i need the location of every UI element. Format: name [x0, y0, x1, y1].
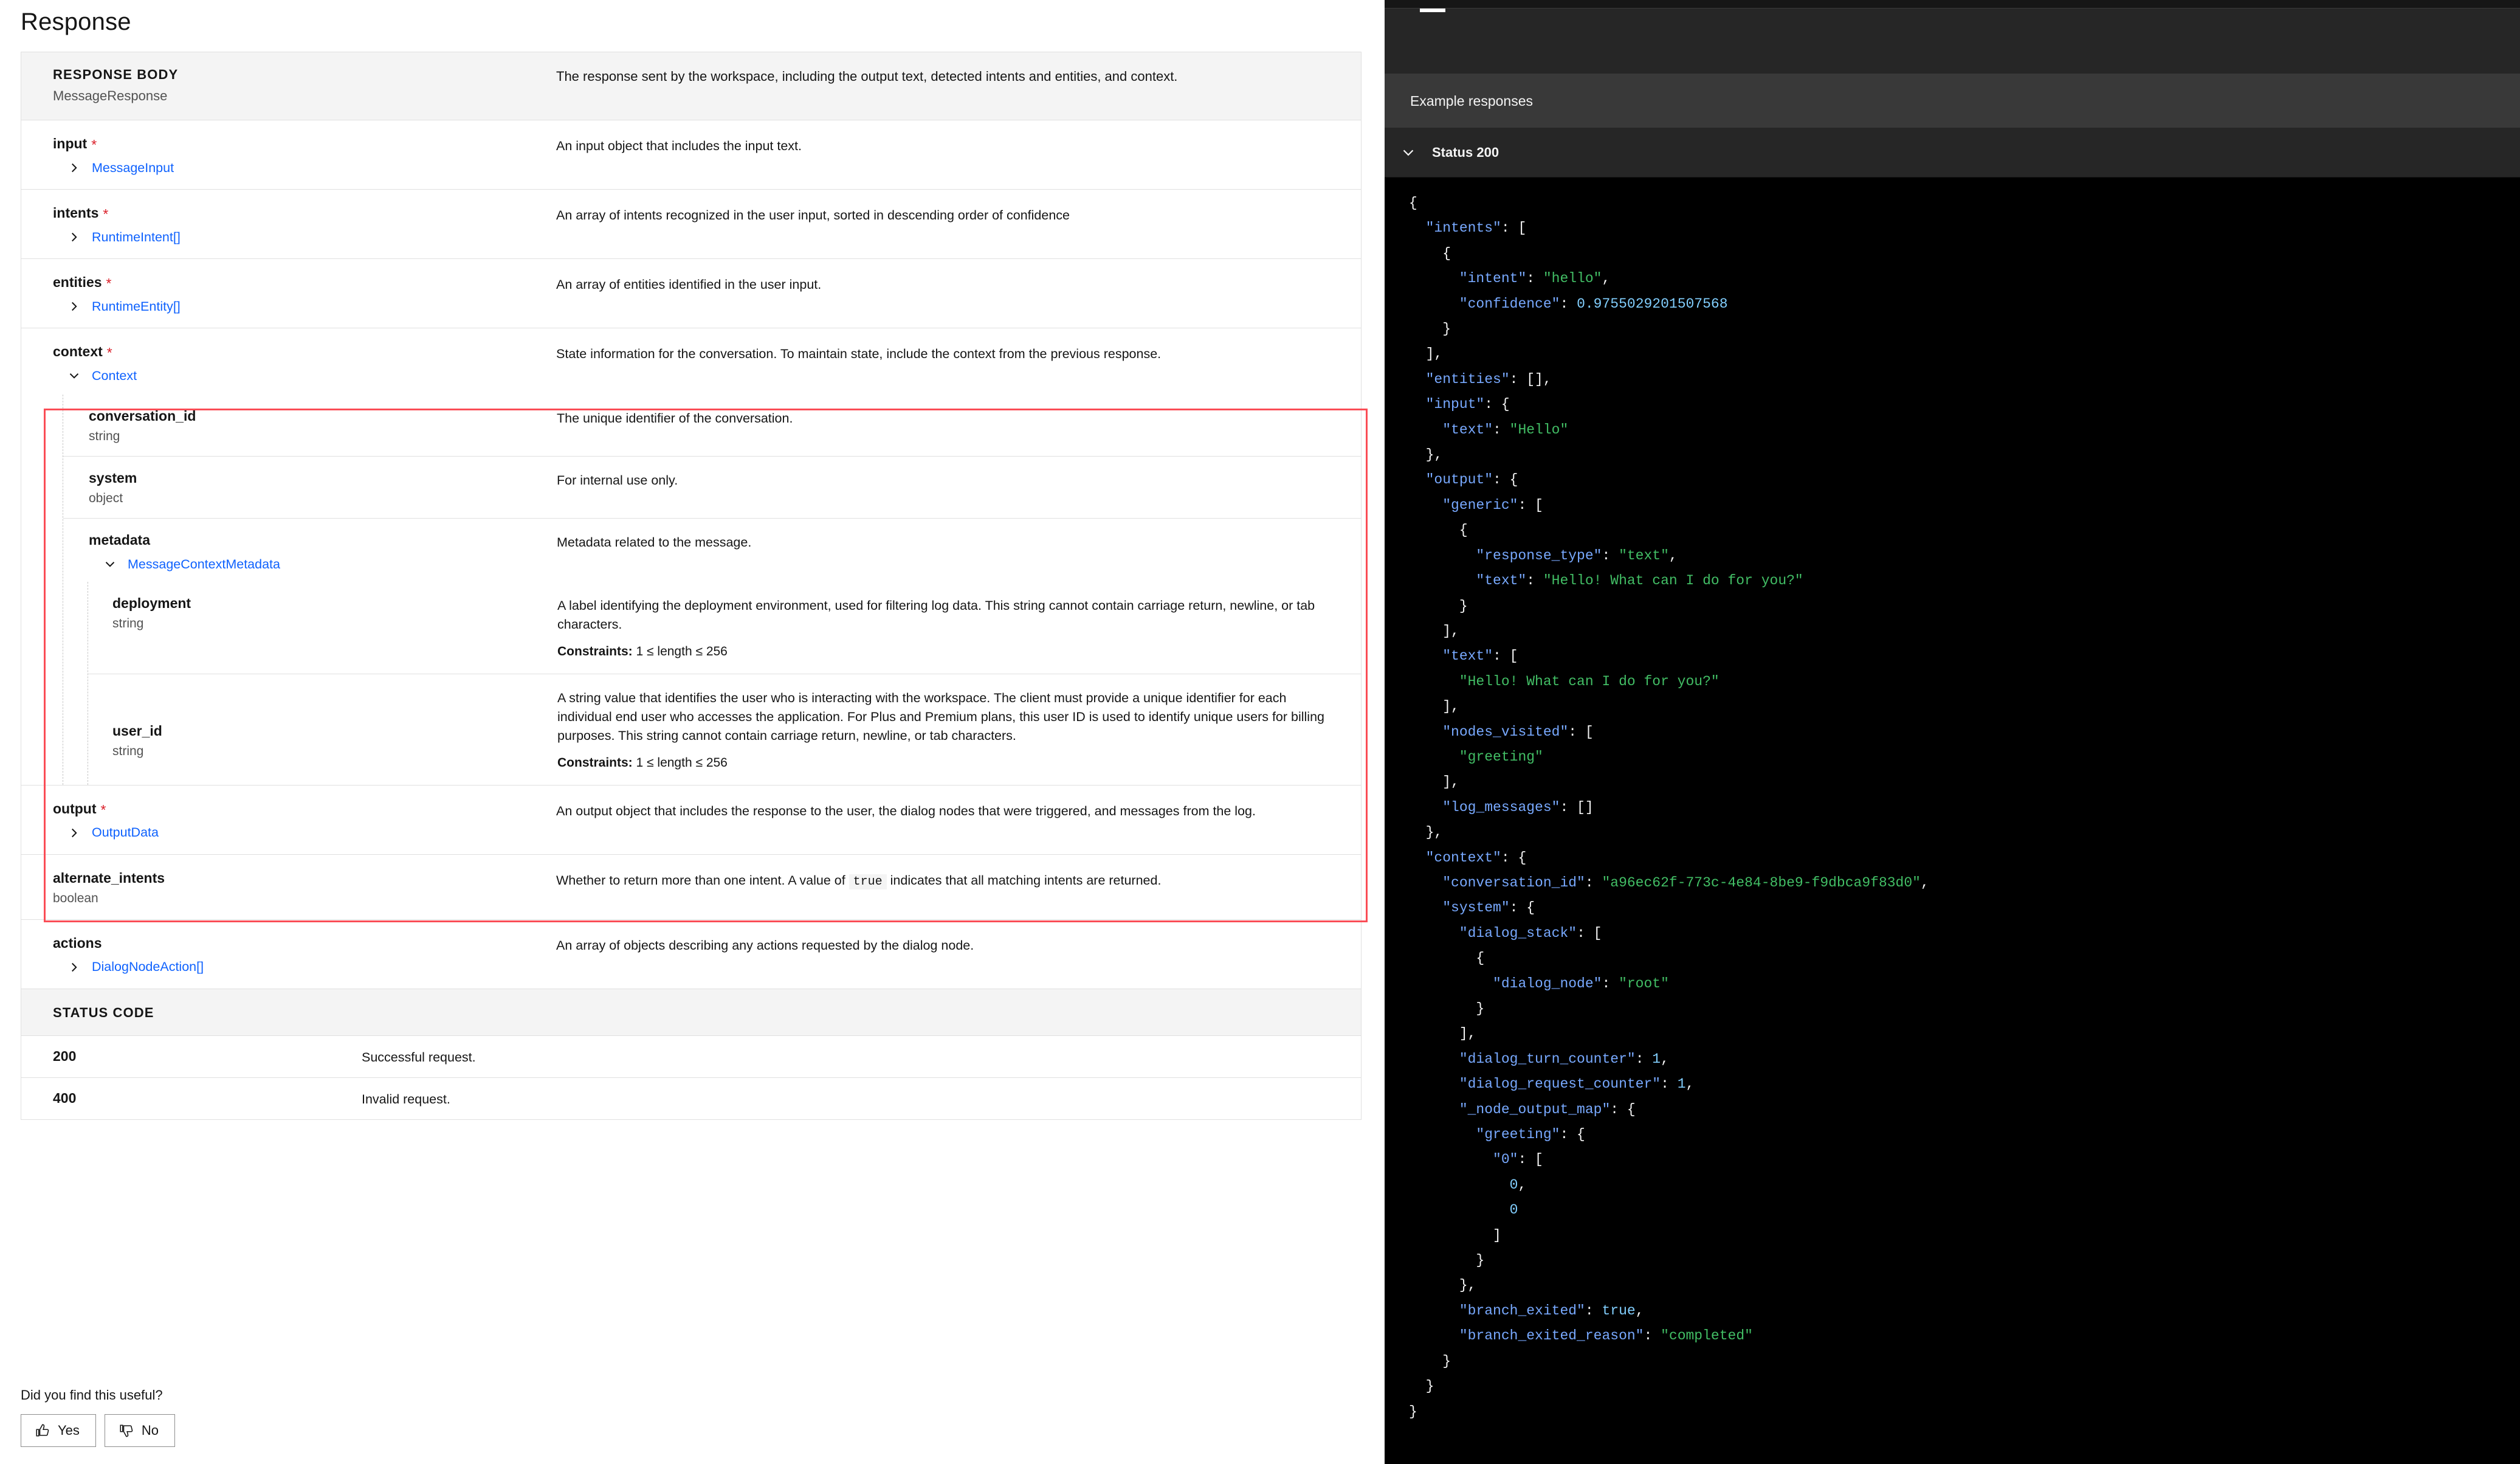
- property-name: conversation_id: [89, 408, 196, 424]
- property-name: context: [53, 344, 103, 359]
- table-row: [21, 259, 1361, 328]
- json-line: "greeting": [1459, 748, 1543, 765]
- status-code-description: Invalid request.: [362, 1091, 450, 1107]
- json-line: "system": {: [1442, 900, 1535, 916]
- table-row: [88, 582, 1361, 674]
- json-line: "text": "Hello": [1442, 421, 1569, 438]
- json-line: 0: [1509, 1202, 1518, 1218]
- property-name: output: [53, 800, 97, 817]
- json-line: }: [1442, 1353, 1451, 1369]
- constraints-value: 1 ≤ length ≤ 256: [636, 756, 728, 770]
- status-code-header: STATUS CODE: [21, 989, 1361, 1036]
- chevron-right-icon[interactable]: [66, 299, 82, 314]
- json-line: ],: [1442, 699, 1459, 715]
- json-line: },: [1425, 447, 1443, 463]
- property-description: An array of intents recognized in the user input, sorted in descending order of confidence: [556, 208, 1070, 223]
- type-link[interactable]: RuntimeIntent[]: [92, 229, 181, 244]
- table-row: [21, 786, 1361, 855]
- json-line: "0": [: [1493, 1152, 1543, 1168]
- thumbs-up-icon: [33, 1422, 50, 1439]
- feedback-bar: [0, 1374, 1385, 1464]
- json-line: }: [1425, 1378, 1434, 1395]
- json-line: "confidence": 0.9755029201507568: [1459, 295, 1728, 312]
- property-description: Metadata related to the message.: [557, 535, 752, 550]
- required-marker: *: [103, 206, 109, 222]
- json-line: ],: [1442, 774, 1459, 790]
- property-description: The unique identifier of the conversation.: [557, 411, 793, 426]
- chevron-down-icon[interactable]: [102, 556, 118, 572]
- example-responses-label: Example responses: [1385, 74, 2520, 128]
- property-description: [556, 870, 1361, 891]
- description-post: indicates that all matching intents are returned.: [886, 872, 1162, 888]
- json-line: "text": "Hello! What can I do for you?": [1476, 573, 1803, 589]
- property-name-cell: [21, 205, 556, 245]
- json-line: {: [1409, 195, 1417, 211]
- table-row-context: [21, 328, 1361, 786]
- property-description-cell: [557, 595, 1361, 661]
- table-row: [21, 190, 1361, 259]
- json-line: }: [1476, 1001, 1485, 1017]
- json-line: "nodes_visited": [: [1442, 723, 1594, 740]
- property-description-cell: [557, 688, 1361, 773]
- property-name: entities: [53, 274, 102, 290]
- json-line: "greeting": {: [1476, 1127, 1585, 1143]
- property-name: intents: [53, 205, 99, 221]
- feedback-question: Did you find this useful?: [21, 1387, 163, 1403]
- property-type: string: [112, 744, 144, 758]
- property-name-cell: [21, 136, 556, 176]
- table-row: [21, 920, 1361, 989]
- json-line: "log_messages": []: [1442, 799, 1594, 815]
- property-name: alternate_intents: [53, 869, 165, 886]
- property-description: For internal use only.: [557, 473, 678, 488]
- status-code-value: 400: [53, 1089, 77, 1106]
- property-name: user_id: [112, 722, 162, 739]
- json-line: "generic": [: [1442, 497, 1543, 513]
- json-line: "conversation_id": "a96ec62f-773c-4e84-8be9-f9dbca9f83d0",: [1442, 874, 1929, 891]
- json-line: {: [1442, 245, 1451, 261]
- response-body-label: RESPONSE BODY: [53, 67, 179, 82]
- property-description: An array of objects describing any actions requested by the dialog node.: [556, 937, 974, 953]
- json-line: "context": {: [1425, 849, 1527, 866]
- type-link[interactable]: RuntimeEntity[]: [92, 299, 181, 314]
- property-description: State information for the conversation. To maintain state, include the context from the previous response.: [556, 347, 1162, 361]
- panel-topbar: [1385, 0, 2520, 9]
- json-line: }: [1476, 1252, 1485, 1269]
- type-link[interactable]: DialogNodeAction[]: [92, 959, 204, 975]
- feedback-yes-button[interactable]: [21, 1414, 96, 1447]
- constraints-label: Constraints:: [557, 644, 633, 659]
- constraints-label: Constraints:: [557, 756, 633, 770]
- required-marker: *: [100, 801, 106, 818]
- json-line: "response_type": "text",: [1476, 547, 1678, 564]
- property-name-cell: [88, 688, 557, 759]
- panel-tabstrip[interactable]: [1385, 9, 2520, 74]
- feedback-yes-label: Yes: [58, 1423, 80, 1438]
- status-200-toggle[interactable]: [1385, 128, 2520, 178]
- property-name-cell: [63, 532, 557, 572]
- property-name: system: [89, 470, 137, 486]
- type-link-row[interactable]: [66, 160, 556, 176]
- table-row: [21, 855, 1361, 920]
- json-line: "text": [: [1442, 648, 1518, 665]
- page-title: Response: [21, 9, 131, 35]
- property-description: A label identifying the deployment environment, used for filtering log data. This string cannot contain carriage return, newline, or tab characters.: [557, 598, 1315, 632]
- json-line: ]: [1493, 1227, 1501, 1243]
- type-link-row[interactable]: [66, 959, 556, 975]
- constraints-value: 1 ≤ length ≤ 256: [636, 644, 728, 659]
- description-code: true: [849, 874, 887, 889]
- json-line: "dialog_stack": [: [1459, 925, 1602, 941]
- property-name-cell: [21, 935, 556, 975]
- chevron-right-icon[interactable]: [66, 229, 82, 245]
- json-line: "intent": "hello",: [1459, 271, 1611, 287]
- required-marker: *: [106, 275, 112, 291]
- table-row: [88, 674, 1361, 785]
- property-type: object: [89, 491, 123, 505]
- json-line: "dialog_request_counter": 1,: [1459, 1076, 1695, 1093]
- json-line: },: [1459, 1277, 1476, 1294]
- type-link[interactable]: MessageContextMetadata: [128, 556, 280, 571]
- active-tab-indicator: [1420, 9, 1445, 12]
- property-name-cell: [21, 344, 556, 384]
- json-line: }: [1459, 598, 1468, 614]
- chevron-right-icon[interactable]: [66, 160, 82, 176]
- json-line: }: [1409, 1403, 1417, 1420]
- response-body-table: [21, 52, 1362, 1120]
- property-name: input: [53, 136, 88, 151]
- property-constraints: [557, 643, 1337, 661]
- table-row: [63, 457, 1361, 519]
- property-description: An array of entities identified in the user input.: [556, 277, 822, 292]
- metadata-children: [88, 582, 1361, 785]
- json-line: "branch_exited_reason": "completed": [1459, 1328, 1753, 1344]
- response-body-header-labels: [21, 67, 556, 104]
- status-code-row: [21, 1078, 1361, 1120]
- property-description: An output object that includes the response to the user, the dialog nodes that were triggered, and messages from the log.: [556, 803, 1256, 818]
- json-line: "output": {: [1425, 472, 1518, 488]
- json-line: 0,: [1509, 1176, 1527, 1193]
- property-name-cell: [21, 801, 556, 841]
- property-type: string: [112, 616, 144, 630]
- feedback-no-button[interactable]: [105, 1414, 175, 1447]
- required-marker: *: [106, 345, 112, 361]
- status-200-label: Status 200: [1432, 144, 1499, 160]
- property-name-cell: [21, 870, 556, 906]
- json-line: {: [1476, 950, 1485, 967]
- json-line: "intents": [: [1425, 220, 1527, 237]
- type-link[interactable]: OutputData: [92, 825, 159, 840]
- property-name-cell: [63, 470, 557, 506]
- property-description: A string value that identifies the user who is interacting with the workspace. The client must provide a unique identifier for each individual end user who accesses the application. For Plus and Premium plans, this user ID is used to identify unique users for billing purposes. This string cannot contain carriage return, newline, or tab characters.: [557, 690, 1324, 744]
- type-link[interactable]: MessageInput: [92, 160, 174, 175]
- chevron-down-icon[interactable]: [1398, 142, 1419, 163]
- json-line: ],: [1442, 623, 1459, 639]
- property-constraints: [557, 754, 1337, 772]
- type-link-row[interactable]: [66, 825, 556, 841]
- json-response-body[interactable]: [1385, 178, 2520, 1454]
- property-name-cell: [21, 274, 556, 314]
- context-children: [63, 395, 1361, 785]
- status-code-value: 200: [53, 1048, 77, 1064]
- feedback-buttons: [21, 1414, 1385, 1447]
- table-row: [63, 395, 1361, 457]
- json-line: "dialog_node": "root": [1493, 975, 1669, 992]
- json-line: "dialog_turn_counter": 1,: [1459, 1051, 1669, 1067]
- response-body-header: [21, 52, 1361, 120]
- property-type: string: [89, 429, 120, 443]
- json-line: "input": {: [1425, 396, 1510, 413]
- property-name: actions: [53, 934, 102, 951]
- json-line: "Hello! What can I do for you?": [1459, 673, 1720, 689]
- property-name: metadata: [89, 532, 150, 548]
- table-row: [21, 120, 1361, 190]
- example-response-panel: [1385, 0, 2520, 1464]
- type-link-row[interactable]: [102, 556, 557, 572]
- description-pre: Whether to return more than one intent. A value of: [556, 872, 849, 888]
- chevron-right-icon[interactable]: [66, 825, 82, 841]
- json-line: "entities": [],: [1425, 371, 1552, 387]
- property-name: deployment: [112, 595, 191, 611]
- type-link-row[interactable]: [66, 368, 556, 384]
- json-line: "_node_output_map": {: [1459, 1101, 1636, 1117]
- json-line: {: [1459, 522, 1468, 539]
- thumbs-down-icon: [117, 1422, 134, 1439]
- json-line: "branch_exited": true,: [1459, 1302, 1644, 1319]
- chevron-right-icon[interactable]: [66, 959, 82, 975]
- json-line: }: [1442, 321, 1451, 337]
- response-body-subtype: MessageResponse: [53, 88, 168, 103]
- chevron-down-icon[interactable]: [66, 368, 82, 384]
- table-row-metadata: [63, 519, 1361, 785]
- json-line: ],: [1425, 346, 1443, 362]
- type-link-row[interactable]: [66, 299, 556, 314]
- response-body-description: The response sent by the workspace, including the output text, detected intents and entities, and context.: [556, 69, 1178, 84]
- property-name-cell: [63, 408, 557, 444]
- property-name-cell: [88, 595, 557, 631]
- status-code-row: [21, 1036, 1361, 1078]
- json-line: ],: [1459, 1026, 1476, 1042]
- feedback-no-label: No: [141, 1423, 159, 1438]
- status-code-description: Successful request.: [362, 1049, 476, 1065]
- required-marker: *: [91, 137, 97, 153]
- type-link-row[interactable]: [66, 229, 556, 245]
- property-description: An input object that includes the input text.: [556, 139, 802, 153]
- json-line: },: [1425, 824, 1443, 841]
- property-type: boolean: [53, 891, 98, 905]
- type-link[interactable]: Context: [92, 368, 137, 383]
